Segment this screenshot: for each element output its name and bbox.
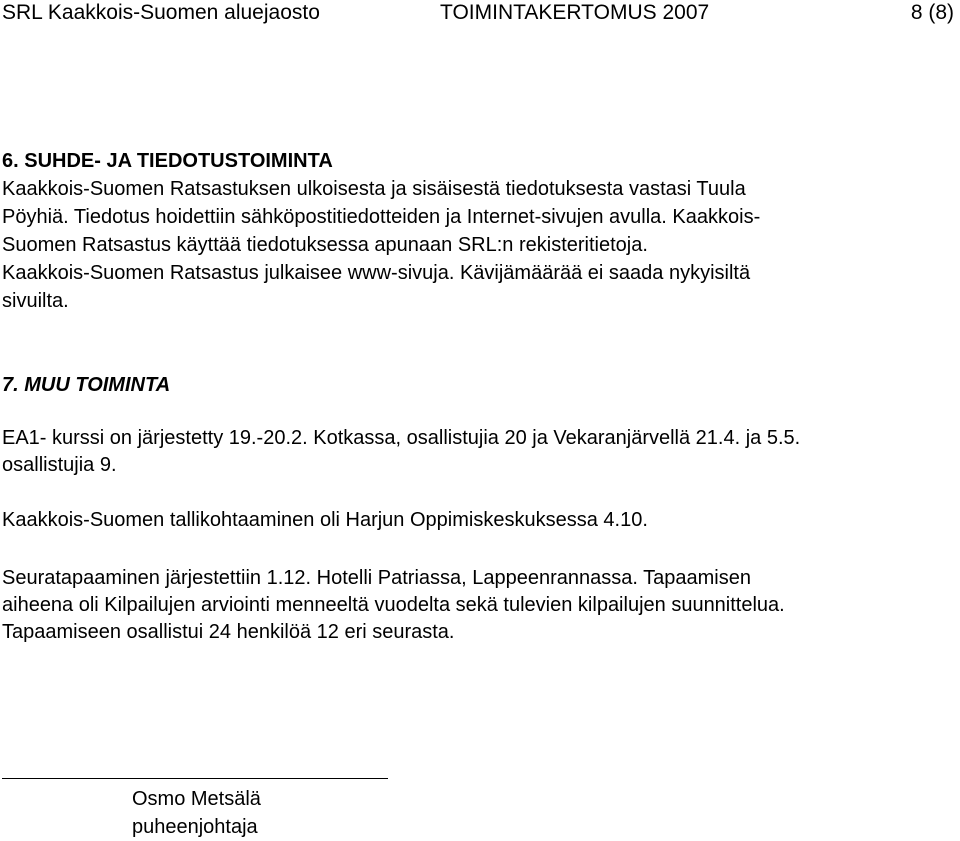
- section-7-paragraph-2: [2, 507, 952, 534]
- section-7: [2, 371, 952, 399]
- section-6-line: sivuilta.: [2, 290, 69, 312]
- paragraph-line: Tapaamiseen osallistui 24 henkilöä 12 eri seurasta.: [2, 621, 455, 643]
- header-organization: SRL Kaakkois-Suomen aluejaosto: [2, 1, 320, 24]
- section-7-heading: 7. MUU TOIMINTA: [2, 374, 171, 396]
- section-6-line: Pöyhiä. Tiedotus hoidettiin sähköpostitiedotteiden ja Internet-sivujen avulla. Kaakkois-: [2, 206, 761, 228]
- section-7-paragraph-3: [2, 565, 952, 646]
- header-report-title: TOIMINTAKERTOMUS 2007: [440, 1, 710, 24]
- paragraph-line: Kaakkois-Suomen tallikohtaaminen oli Harjun Oppimiskeskuksessa 4.10.: [2, 509, 648, 531]
- page-header: [2, 0, 954, 30]
- header-page-number: 8 (8): [910, 1, 954, 24]
- paragraph-line: Seuratapaaminen järjestettiin 1.12. Hotelli Patriassa, Lappeenrannassa. Tapaamisen: [2, 567, 751, 589]
- signature-name: Osmo Metsälä: [132, 788, 261, 810]
- section-6-line: Suomen Ratsastus käyttää tiedotuksessa apunaan SRL:n rekisteritietoja.: [2, 234, 648, 256]
- section-6-line: Kaakkois-Suomen Ratsastuksen ulkoisesta ja sisäisestä tiedotuksesta vastasi Tuula: [2, 178, 746, 200]
- section-6: [2, 147, 952, 315]
- paragraph-line: EA1- kurssi on järjestetty 19.-20.2. Kotkassa, osallistujia 20 ja Vekaranjärvellä 21.4. ja 5.5.: [2, 427, 801, 449]
- section-7-paragraph-1: [2, 425, 952, 479]
- signature-title: puheenjohtaja: [132, 816, 258, 838]
- signature-block: [132, 785, 261, 841]
- paragraph-line: aiheena oli Kilpailujen arviointi menneeltä vuodelta sekä tulevien kilpailujen suunnittelua.: [2, 594, 785, 616]
- paragraph-line: osallistujia 9.: [2, 454, 117, 476]
- section-6-heading: 6. SUHDE- JA TIEDOTUSTOIMINTA: [2, 150, 333, 172]
- signature-line: [2, 778, 388, 779]
- section-6-line: Kaakkois-Suomen Ratsastus julkaisee www-sivuja. Kävijämäärää ei saada nykyisiltä: [2, 262, 751, 284]
